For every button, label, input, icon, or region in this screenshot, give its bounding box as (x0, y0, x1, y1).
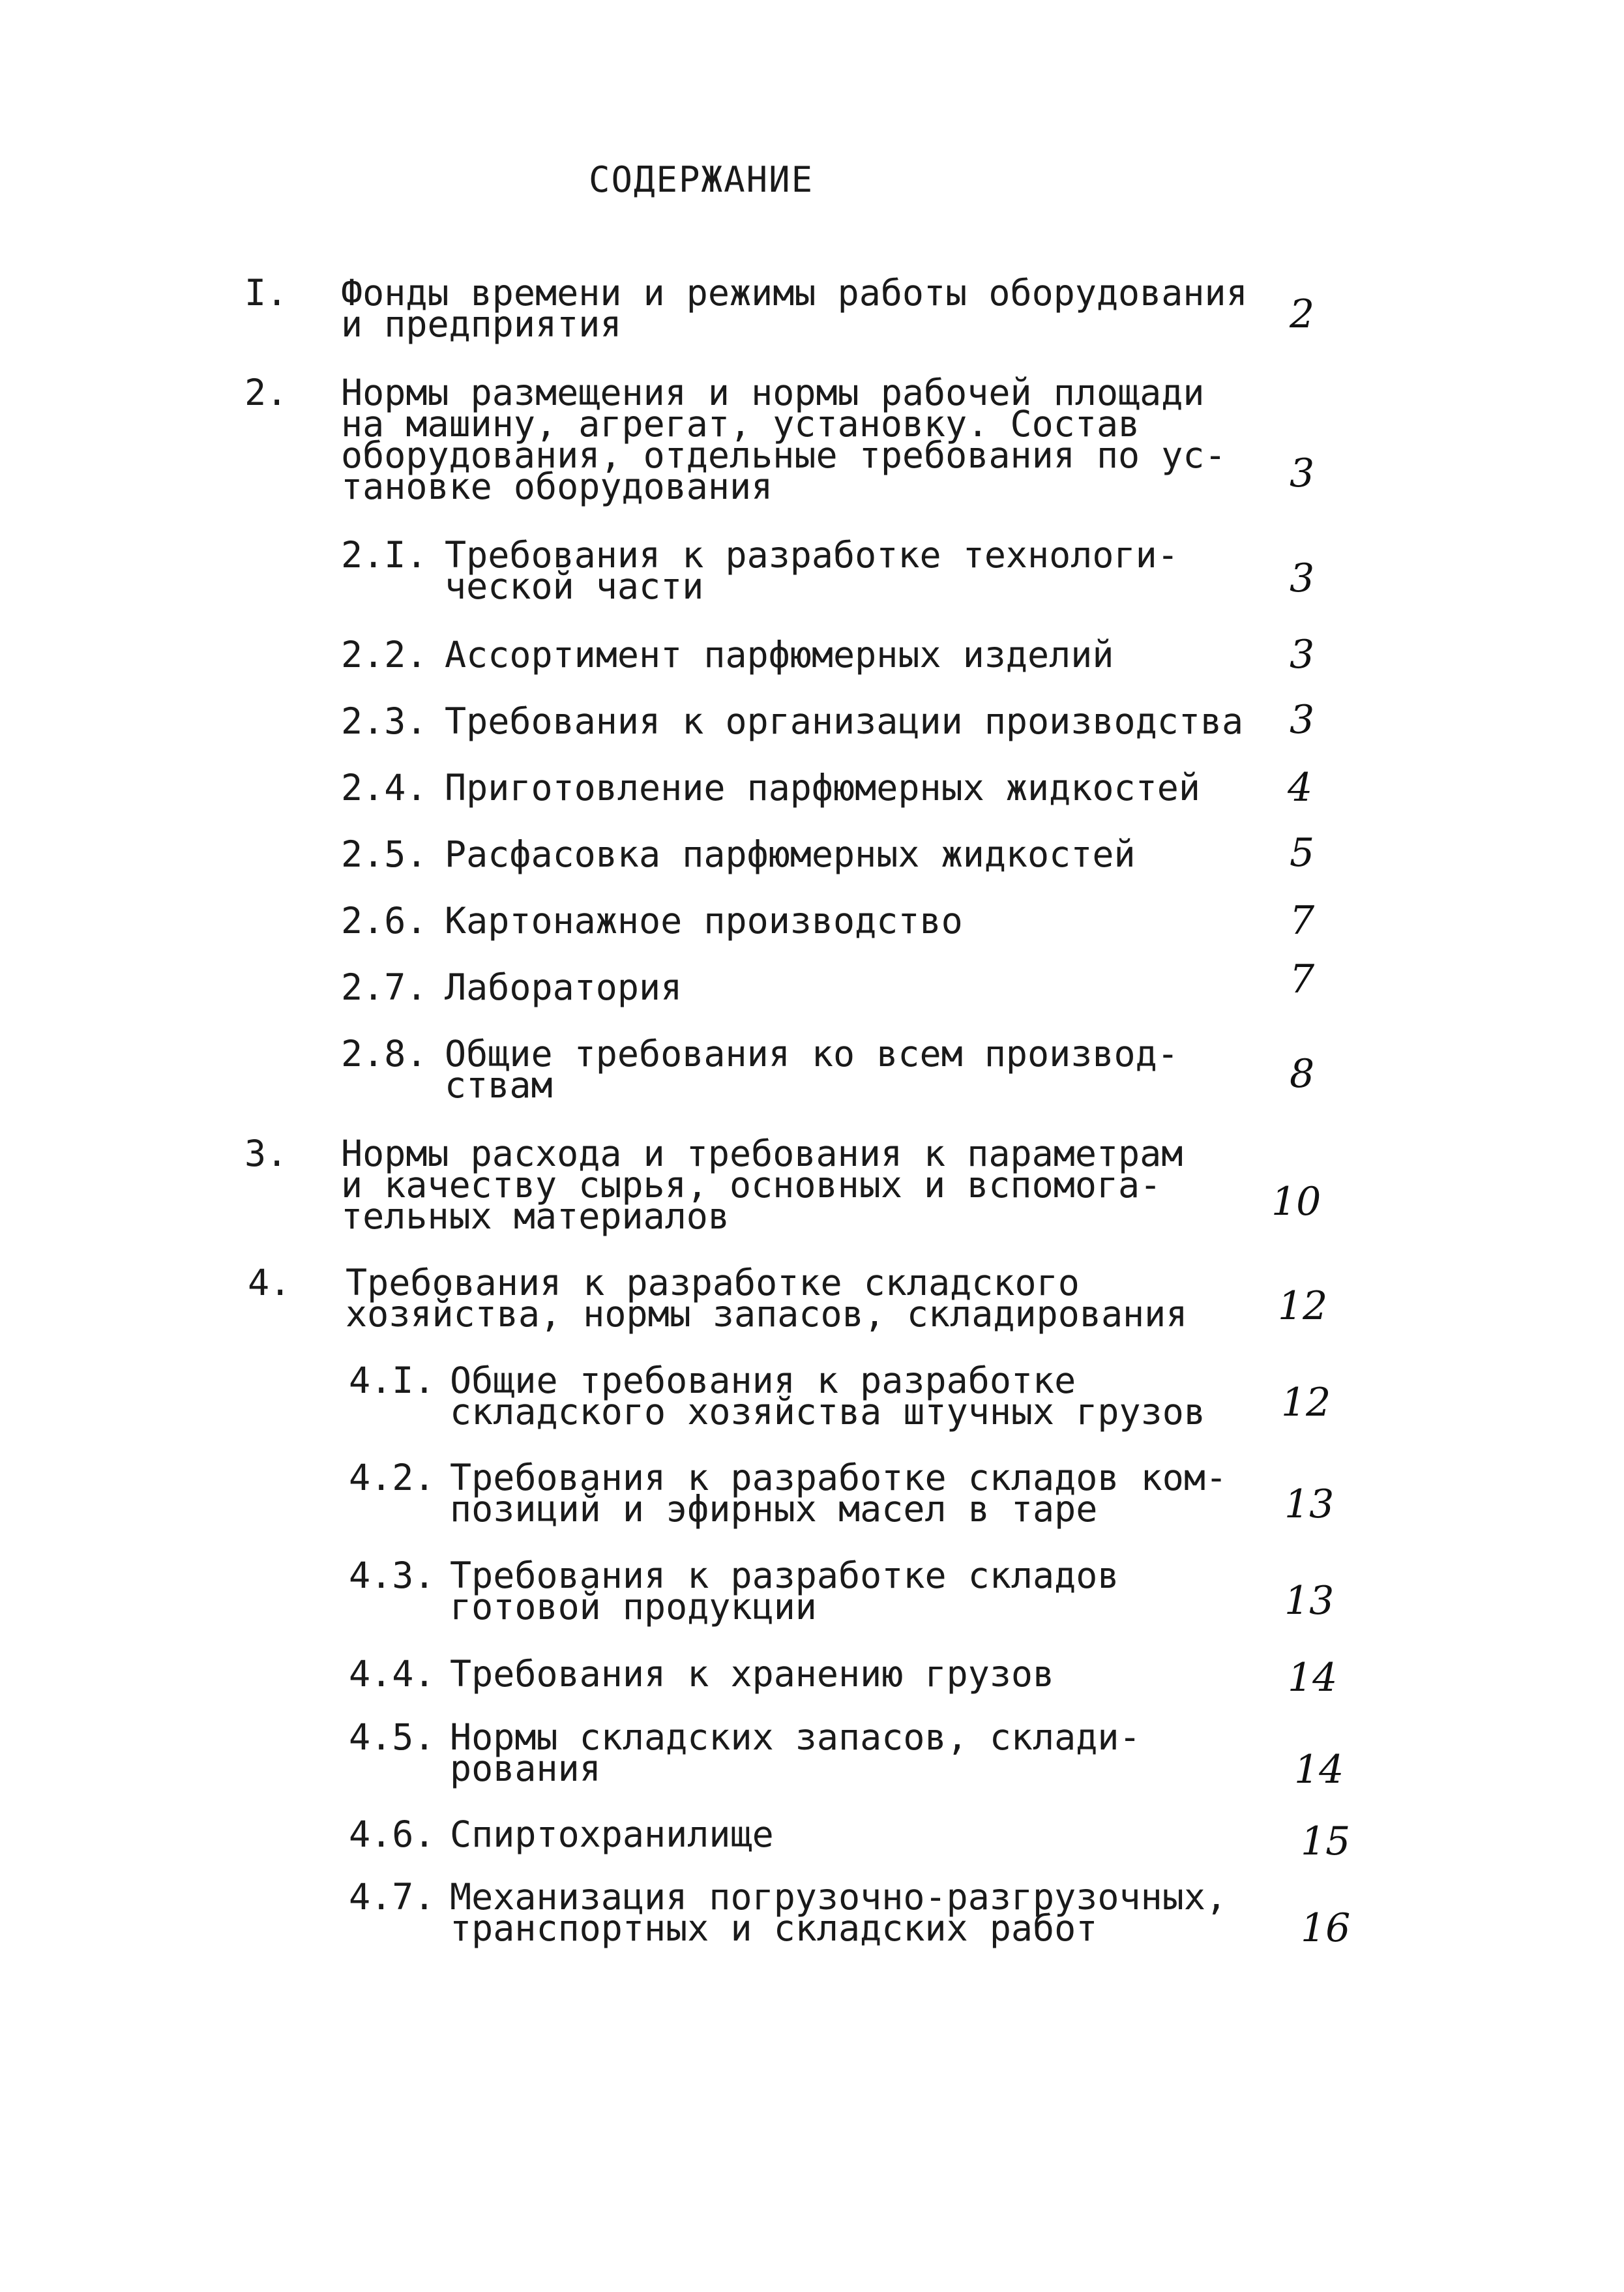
entry-page-number: 16 (1301, 1905, 1351, 1951)
entry-text: Картонажное производство (445, 900, 963, 942)
entry-page-number: 13 (1284, 1578, 1335, 1624)
entry-page-number: 12 (1278, 1283, 1328, 1329)
entry-text: Общие требования к разработке складского хозяйства штучных грузов (450, 1360, 1205, 1433)
entry-number: 2.2. (341, 634, 428, 676)
entry-text: Нормы складских запасов, склади- рования (450, 1716, 1141, 1789)
entry-text: Механизация погрузочно-разгрузочных, транспортных и складских работ (450, 1876, 1228, 1949)
entry-number: 4.5. (349, 1716, 436, 1758)
entry-number: 2.3. (341, 700, 428, 742)
entry-page-number: 7 (1290, 957, 1315, 1002)
entry-number: 2. (244, 372, 288, 413)
entry-text: Требования к разработке технологи- ческой части (445, 534, 1179, 607)
entry-number: 4.6. (349, 1813, 436, 1855)
entry-number: 3. (244, 1133, 288, 1174)
entry-text: Спиртохранилище (450, 1813, 774, 1855)
entry-number: 2.4. (341, 767, 428, 809)
entry-number: 4.I. (349, 1360, 436, 1401)
entry-number: 4.4. (349, 1653, 436, 1695)
entry-page-number: 3 (1290, 632, 1315, 677)
entry-page-number: 3 (1290, 451, 1315, 496)
entry-text: Нормы размещения и нормы рабочей площади на машину, агрегат, установку. Состав оборудования, отдельные требования по ус- тановке оборудования (341, 372, 1226, 507)
entry-number: 2.6. (341, 900, 428, 942)
entry-text: Фонды времени и режимы работы оборудования и предприятия (341, 272, 1248, 345)
entry-page-number: 5 (1290, 830, 1315, 876)
entry-text: Требования к разработке складов готовой продукции (450, 1555, 1119, 1628)
entry-page-number: 13 (1284, 1481, 1335, 1527)
entry-page-number: 7 (1290, 898, 1315, 944)
entry-page-number: 14 (1294, 1747, 1344, 1793)
entry-text: Требования к организации производства (445, 700, 1244, 742)
entry-text: Требования к разработке складского хозяйства, нормы запасов, складирования (346, 1262, 1188, 1335)
entry-text: Нормы расхода и требования к параметрам и качеству сырья, основных и вспомога- тельных материалов (341, 1133, 1183, 1237)
entry-text: Ассортимент парфюмерных изделий (445, 634, 1114, 676)
entry-number: 4.7. (349, 1876, 436, 1918)
entry-page-number: 10 (1271, 1179, 1321, 1225)
page-title: СОДЕРЖАНИЕ (589, 159, 814, 200)
entry-text: Общие требования ко всем производ- ствам (445, 1033, 1179, 1106)
entry-text: Приготовление парфюмерных жидкостей (445, 767, 1200, 809)
entry-text: Лаборатория (445, 966, 683, 1008)
entry-page-number: 15 (1301, 1819, 1351, 1864)
entry-number: 4. (248, 1262, 291, 1303)
entry-text: Расфасовка парфюмерных жидкостей (445, 833, 1136, 875)
entry-page-number: 3 (1290, 556, 1315, 601)
entry-text: Требования к хранению грузов (450, 1653, 1055, 1695)
entry-page-number: 2 (1290, 291, 1315, 337)
entry-number: 4.3. (349, 1555, 436, 1596)
entry-page-number: 4 (1288, 765, 1313, 811)
entry-number: I. (244, 272, 288, 314)
entry-number: 4.2. (349, 1457, 436, 1498)
entry-number: 2.5. (341, 833, 428, 875)
entry-number: 2.I. (341, 534, 428, 576)
entry-page-number: 12 (1281, 1380, 1331, 1425)
entry-number: 2.8. (341, 1033, 428, 1075)
entry-page-number: 3 (1290, 697, 1315, 743)
entry-page-number: 8 (1290, 1051, 1315, 1097)
entry-page-number: 14 (1288, 1655, 1338, 1701)
entry-number: 2.7. (341, 966, 428, 1008)
entry-text: Требования к разработке складов ком- позиций и эфирных масел в таре (450, 1457, 1228, 1530)
